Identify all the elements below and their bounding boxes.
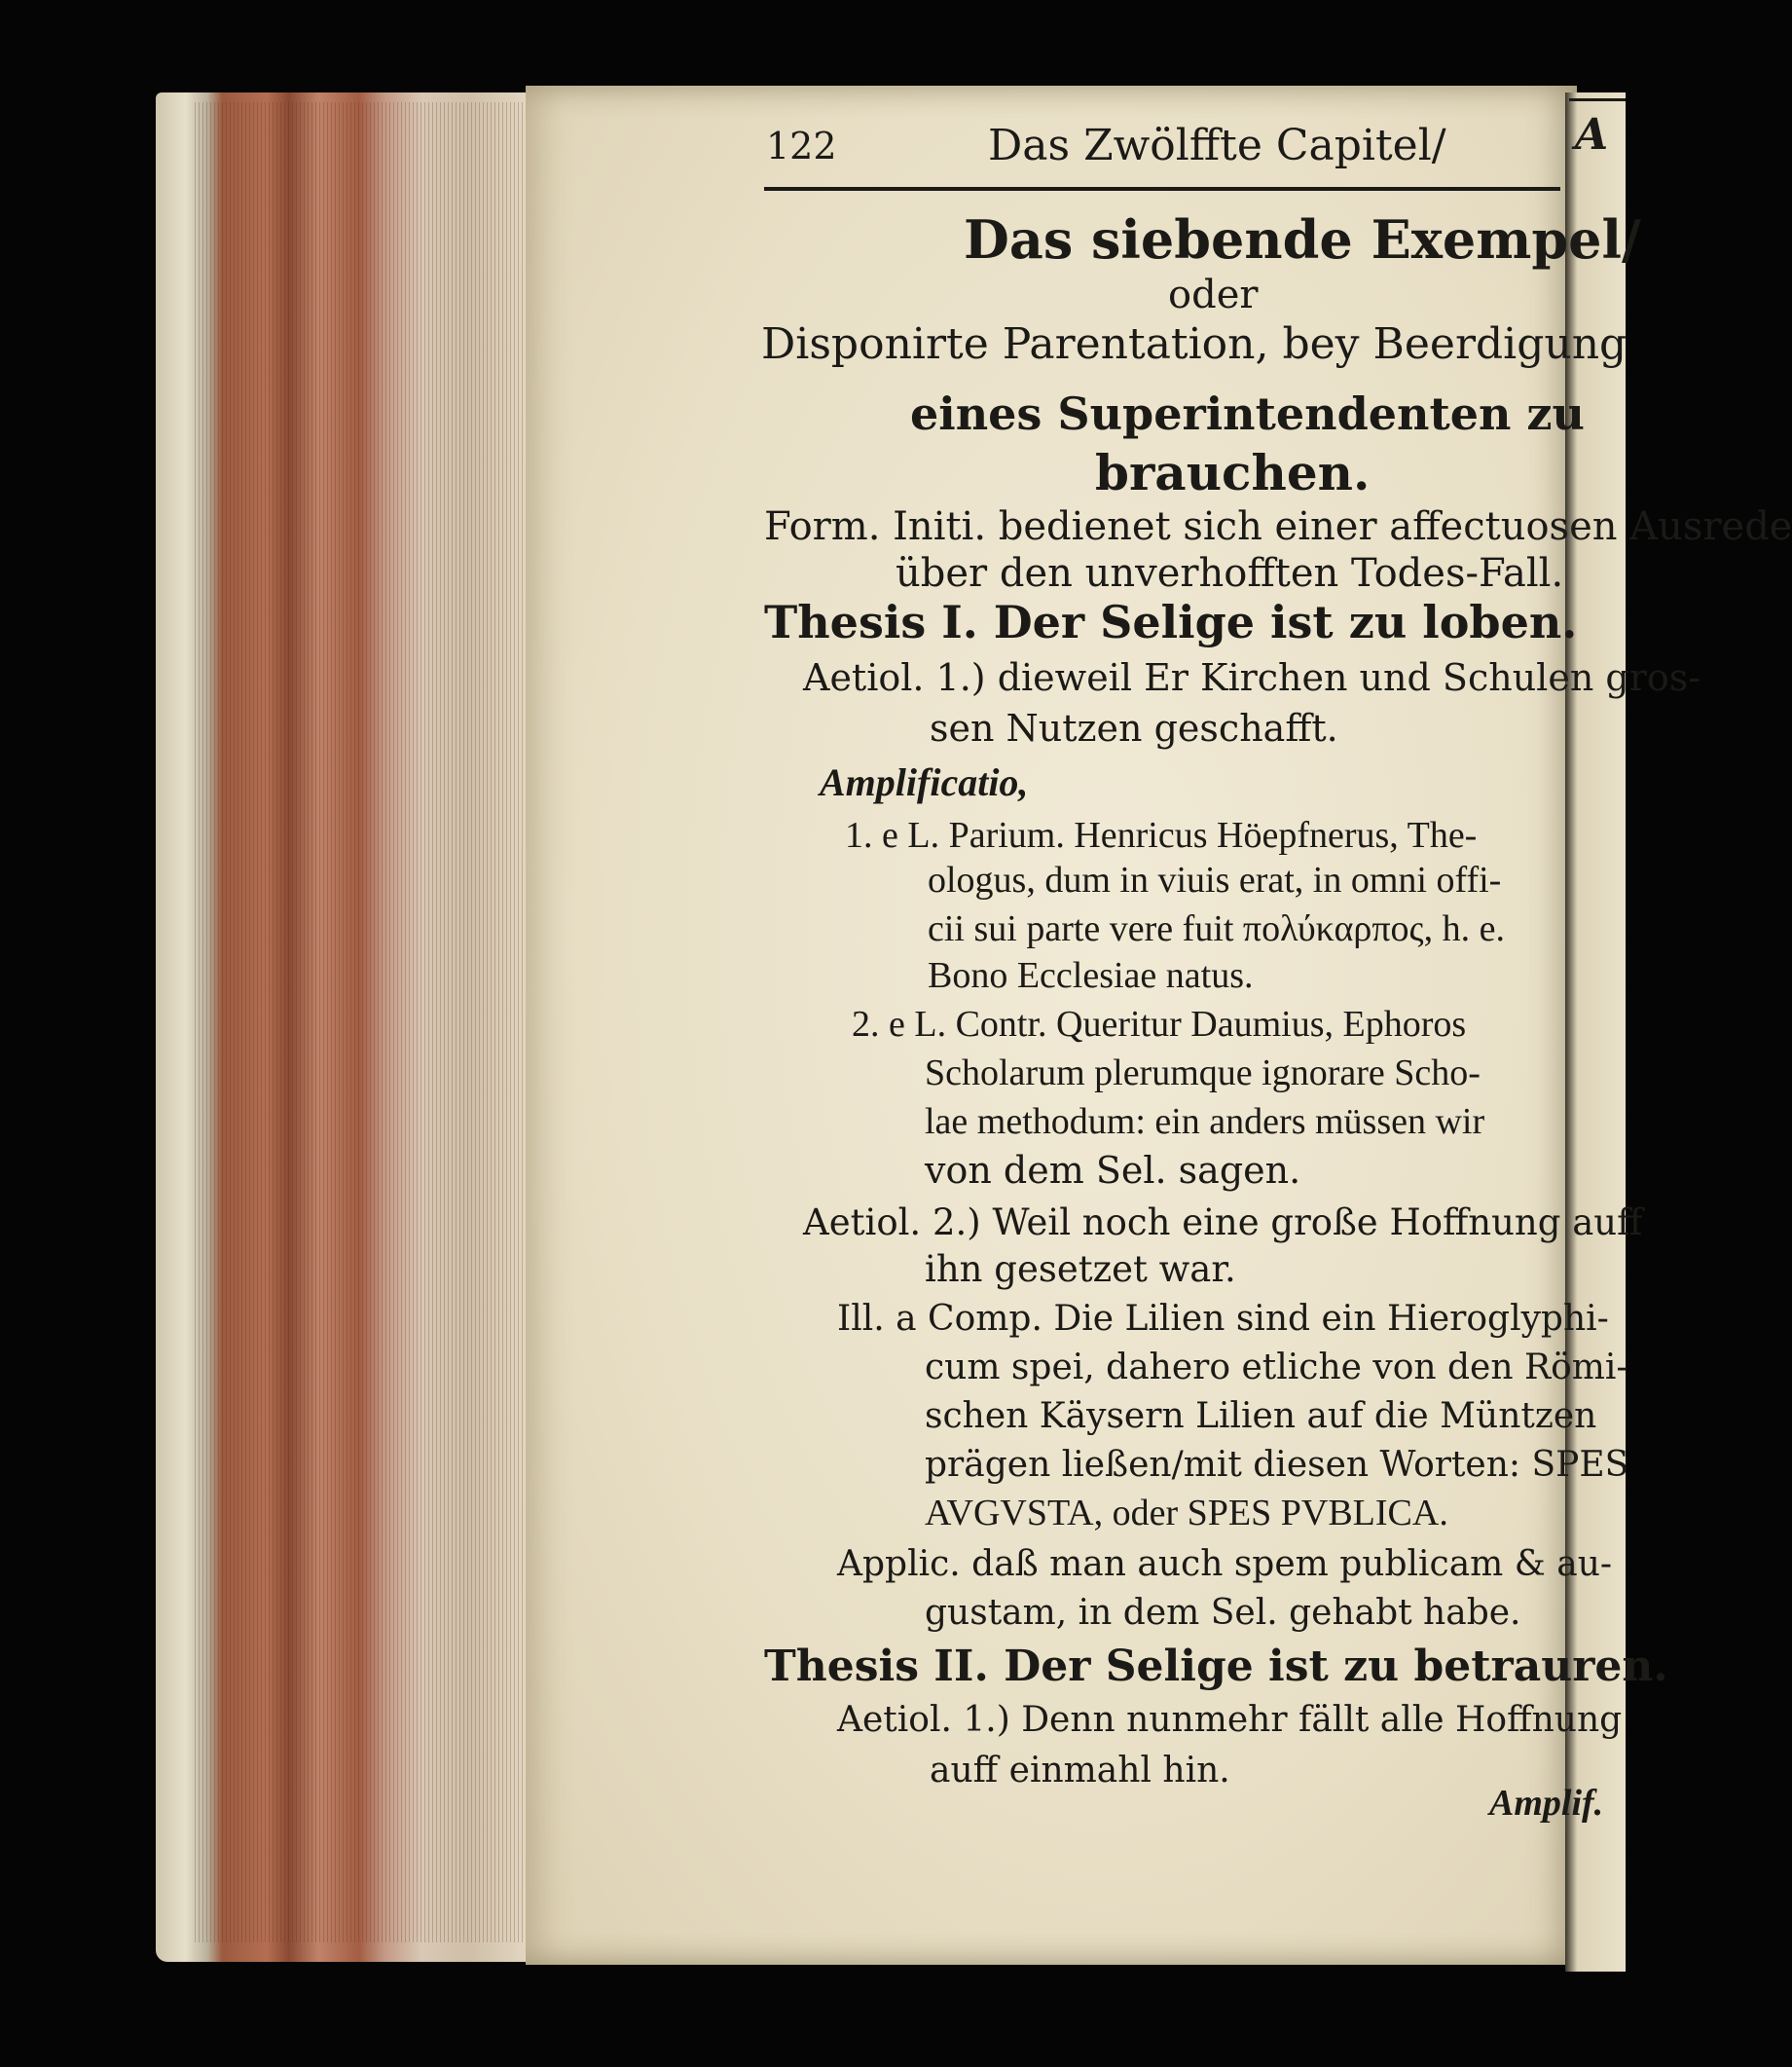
thesis-heading: Thesis I. Der Selige ist zu loben. — [764, 596, 1578, 648]
body-line: Applic. daß man auch spem publicam & au- — [837, 1544, 1613, 1584]
body-line: cii sui parte vere fuit πολύκαρπος, h. e. — [928, 908, 1505, 949]
facing-page-fragment: A — [1575, 110, 1609, 160]
body-line: lae methodum: ein anders müssen wir — [925, 1101, 1485, 1142]
heading-line-4: eines Superintendenten zu — [910, 388, 1585, 440]
body-line: ihn gesetzet war. — [925, 1248, 1236, 1290]
heading-line-2: oder — [1168, 273, 1259, 317]
body-line: Aetiol. 1.) dieweil Er Kirchen und Schulen gros- — [803, 656, 1701, 699]
body-line: gustam, in dem Sel. gehabt habe. — [925, 1593, 1521, 1633]
body-line: ologus, dum in viuis erat, in omni offi- — [928, 860, 1502, 901]
body-line: über den unverhofften Todes-Fall. — [896, 551, 1564, 596]
body-line: Aetiol. 1.) Denn nunmehr fällt alle Hoffnung — [837, 1700, 1623, 1740]
body-line: prägen ließen/mit diesen Worten: SPES — [925, 1445, 1629, 1485]
page-edge-stripes — [195, 102, 526, 1942]
thesis-heading: Thesis II. Der Selige ist zu betrauren. — [764, 1642, 1668, 1691]
facing-page-rule — [1569, 98, 1626, 101]
page-number: 122 — [766, 125, 837, 167]
body-line: 2. e L. Contr. Queritur Daumius, Ephoros — [852, 1004, 1467, 1045]
body-line: Ill. a Comp. Die Lilien sind ein Hieroglyphi- — [837, 1299, 1609, 1339]
body-line: Bono Ecclesiae natus. — [928, 955, 1254, 996]
header-rule — [764, 187, 1560, 191]
body-line: AVGVSTA, oder SPES PVBLICA. — [925, 1493, 1448, 1533]
body-line: Form. Initi. bedienet sich einer affectuosen Ausrede — [764, 504, 1792, 549]
amplificatio-label: Amplificatio, — [820, 760, 1029, 804]
body-line: 1. e L. Parium. Henricus Höepfnerus, The- — [845, 815, 1478, 856]
heading-line-3: Disponirte Parentation, bey Beerdigung — [761, 319, 1627, 369]
body-line: Scholarum plerumque ignorare Scho- — [925, 1052, 1481, 1093]
body-line: Aetiol. 2.) Weil noch eine große Hoffnung auff — [803, 1201, 1643, 1243]
body-line: auff einmahl hin. — [930, 1751, 1230, 1790]
heading-line-1: Das siebende Exempel/ — [964, 208, 1641, 271]
catchword: Amplif. — [1489, 1783, 1604, 1824]
heading-line-5: brauchen. — [1095, 444, 1371, 501]
body-line: schen Käysern Lilien auf die Müntzen — [925, 1396, 1597, 1436]
body-line: cum spei, dahero etliche von den Römi- — [925, 1347, 1628, 1387]
body-line: sen Nutzen geschafft. — [930, 707, 1338, 750]
body-line: von dem Sel. sagen. — [925, 1149, 1301, 1192]
running-title: Das Zwölffte Capitel/ — [988, 121, 1446, 170]
